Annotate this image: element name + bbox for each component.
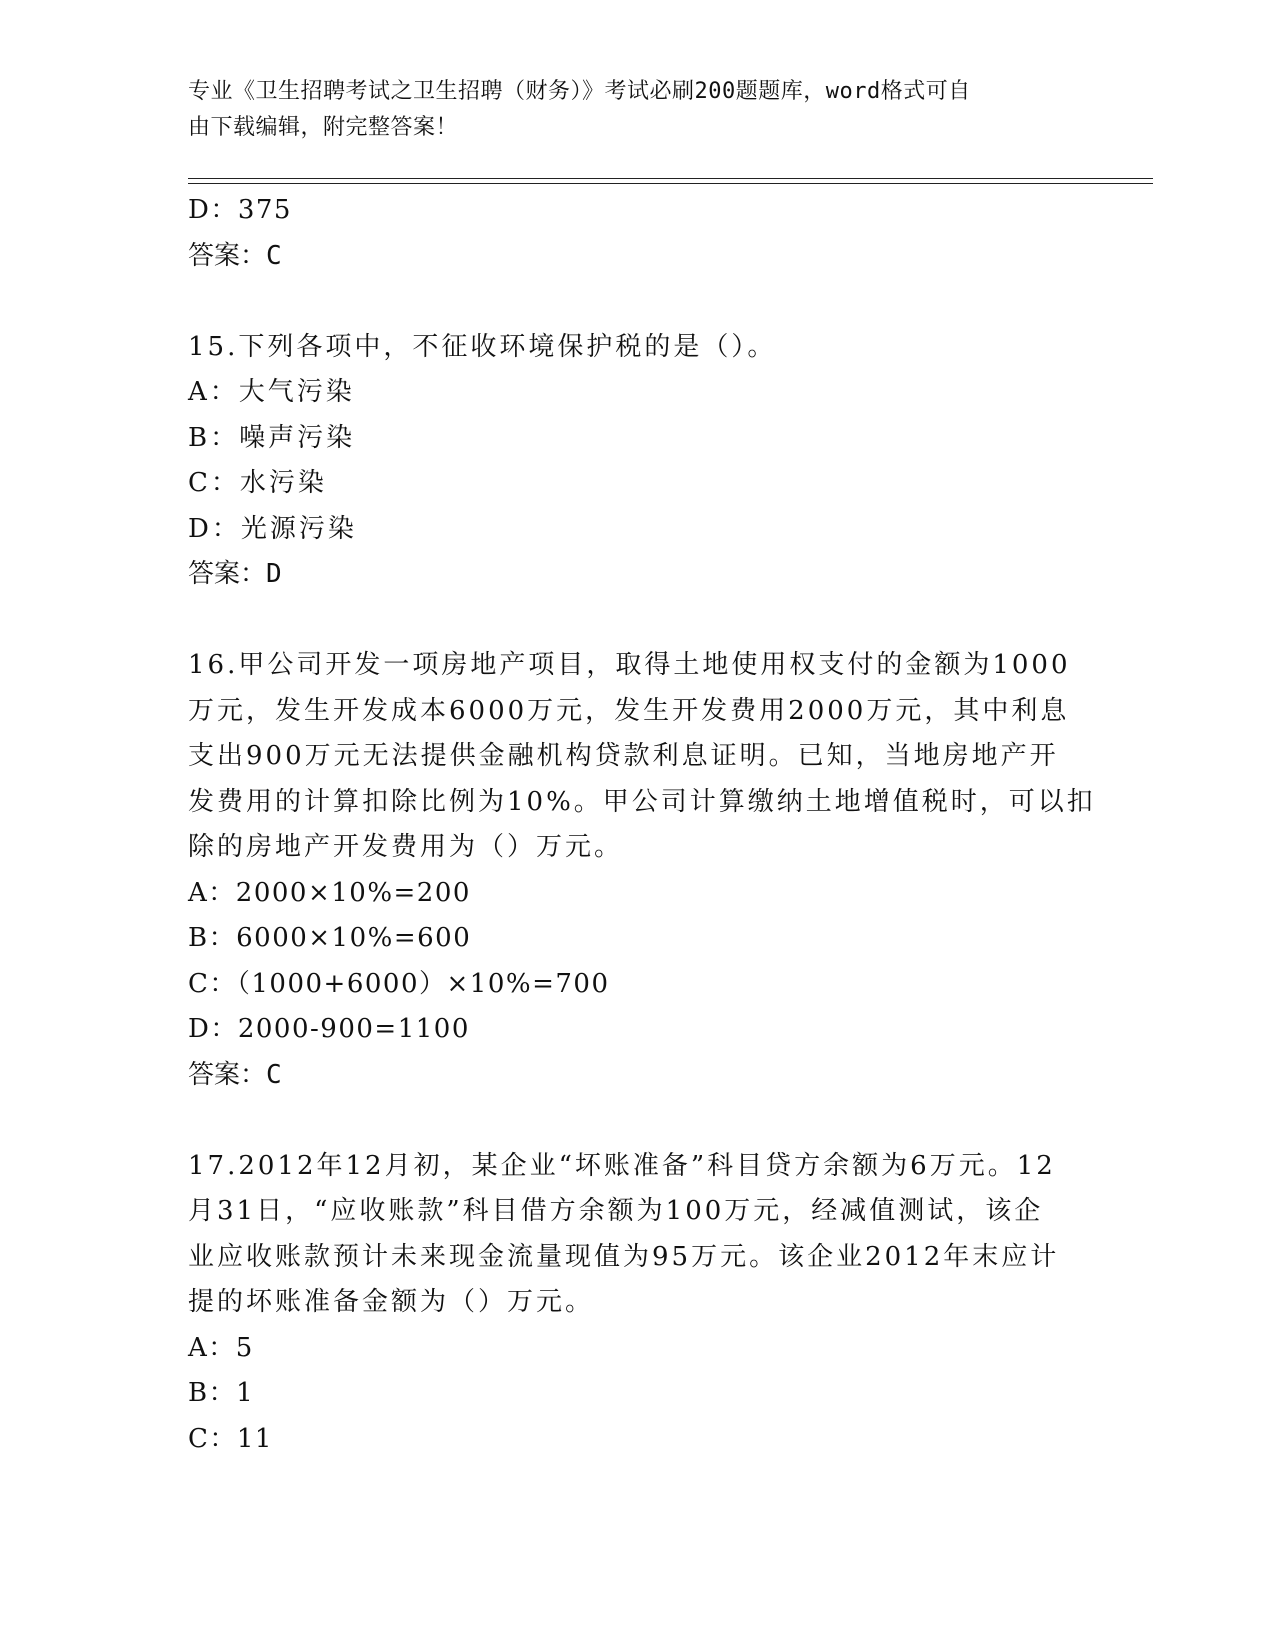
option-b: B：1 [188,1378,255,1408]
answer-line: 答案：C [188,240,282,271]
header-divider-bottom [188,183,1153,184]
option-d: D：光源污染 [188,513,357,544]
option-a: A：5 [188,1332,254,1363]
question-list [188,188,1096,1462]
question-stem-line: 支出900万元无法提供金融机构贷款利息证明。已知，当地房地产开 [188,741,1059,771]
option-a: A：2000×10%=200 [188,877,471,908]
answer-line: 答案：C [188,1059,282,1090]
question-15 [188,325,1088,598]
question-16 [188,643,1096,1098]
option-c: C：11 [188,1423,273,1454]
question-stem-line: 除的房地产开发费用为（）万元。 [188,832,624,862]
header-line-2: 由下载编辑，附完整答案！ [188,115,459,140]
option-b: B：噪声污染 [188,422,356,453]
question-stem: 15.下列各项中，不征收环境保护税的是（）。 [188,331,777,362]
question-17 [188,1144,1088,1463]
header-line-1: 专业《卫生招聘考试之卫生招聘（财务）》考试必刷200题题库，word格式可自 [188,79,971,104]
option-d: D：375 [188,195,292,225]
question-stem-line: 提的坏账准备金额为（）万元。 [188,1287,595,1317]
question-stem-line: 16.甲公司开发一项房地产项目，取得土地使用权支付的金额为1000 [188,650,1071,680]
question-stem-line: 万元，发生开发成本6000万元，发生开发费用2000万元，其中利息 [188,695,1070,726]
answer-line: 答案：D [188,559,282,589]
question-stem-line: 17.2012年12月初，某企业“坏账准备”科目贷方余额为6万元。12 [188,1150,1056,1181]
question-stem-line: 业应收账款预计未来现金流量现值为95万元。该企业2012年末应计 [188,1241,1060,1272]
option-c: C：（1000+6000）×10%=700 [188,968,610,999]
header-divider-top [188,178,1153,179]
spacer [188,1098,1088,1144]
option-b: B：6000×10%=600 [188,923,472,953]
spacer [188,279,1088,325]
question-stem-line: 发费用的计算扣除比例为10%。甲公司计算缴纳土地增值税时，可以扣 [188,786,1096,817]
option-d: D：2000-900=1100 [188,1014,470,1044]
spacer [188,598,1088,644]
document-header [188,74,1068,146]
option-a: A：大气污染 [188,377,355,407]
option-c: C：水污染 [188,468,327,498]
question-stem-line: 月31日，“应收账款”科目借方余额为100万元，经减值测试，该企 [188,1196,1044,1226]
previous-question-tail [188,188,1088,279]
